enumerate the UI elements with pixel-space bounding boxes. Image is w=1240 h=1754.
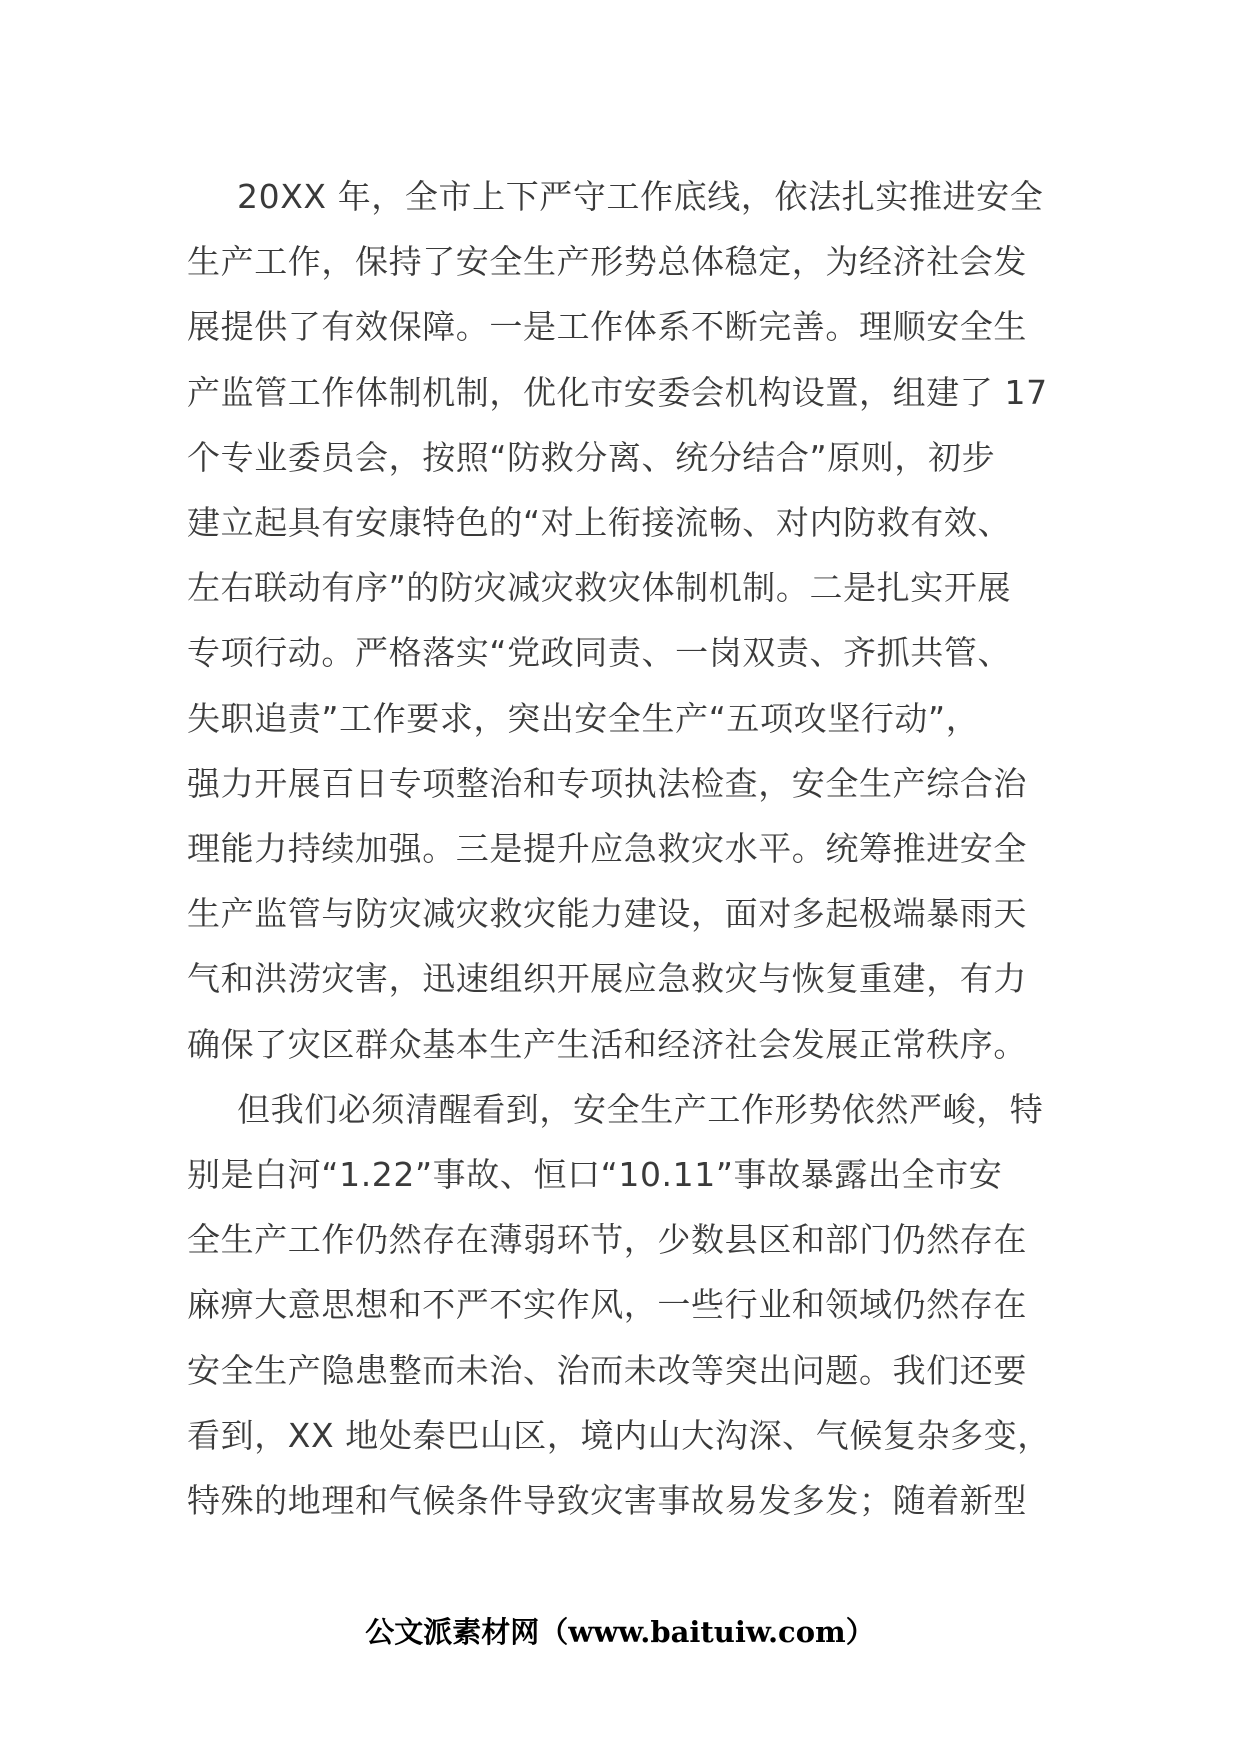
text-line: 左右联动有序”的防灾减灾救灾体制机制。二是扎实开展 (187, 568, 1012, 608)
text-line: 生产监管与防灾减灾救灾能力建设，面对多起极端暴雨天 (187, 894, 1027, 934)
text-line: 失职追责”工作要求，突出安全生产“五项攻坚行动”， (187, 698, 980, 738)
text-line: 别是白河“1.22”事故、恒口“10.11”事故暴露出全市安 (187, 1155, 1003, 1195)
text-line: 个专业委员会，按照“防救分离、统分结合”原则，初步 (187, 437, 996, 477)
body-text (187, 164, 1055, 1533)
paragraph-1 (187, 164, 1055, 1077)
paragraph-2 (187, 1077, 1055, 1533)
footer-watermark: 公文派素材网（www.baituiw.com） (365, 1615, 875, 1649)
text-line: 全生产工作仍然存在薄弱环节，少数县区和部门仍然存在 (187, 1220, 1027, 1260)
text-line: 麻痹大意思想和不严不实作风，一些行业和领域仍然存在 (187, 1285, 1027, 1325)
text-line: 气和洪涝灾害，迅速组织开展应急救灾与恢复重建，有力 (187, 959, 1027, 999)
text-line: 特殊的地理和气候条件导致灾害事故易发多发；随着新型 (187, 1481, 1027, 1521)
text-line: 建立起具有安康特色的“对上衔接流畅、对内防救有效、 (187, 503, 1012, 543)
text-line: 但我们必须清醒看到，安全生产工作形势依然严峻，特 (237, 1089, 1044, 1129)
text-line: 20XX 年，全市上下严守工作底线，依法扎实推进安全 (237, 177, 1044, 216)
text-line: 生产工作，保持了安全生产形势总体稳定，为经济社会发 (187, 242, 1027, 282)
text-line: 安全生产隐患整而未治、治而未改等突出问题。我们还要 (187, 1350, 1027, 1390)
text-line: 专项行动。严格落实“党政同责、一岗双责、齐抓共管、 (187, 633, 1012, 673)
text-line: 产监管工作体制机制，优化市安委会机构设置，组建了 17 (187, 372, 1048, 412)
text-line: 看到，XX 地处秦巴山区，境内山大沟深、气候复杂多变， (187, 1415, 1051, 1455)
text-line: 强力开展百日专项整治和专项执法检查，安全生产综合治 (187, 763, 1027, 803)
text-line: 展提供了有效保障。一是工作体系不断完善。理顺安全生 (187, 307, 1027, 347)
text-line: 理能力持续加强。三是提升应急救灾水平。统筹推进安全 (187, 829, 1027, 869)
text-line: 确保了灾区群众基本生产生活和经济社会发展正常秩序。 (187, 1024, 1027, 1064)
